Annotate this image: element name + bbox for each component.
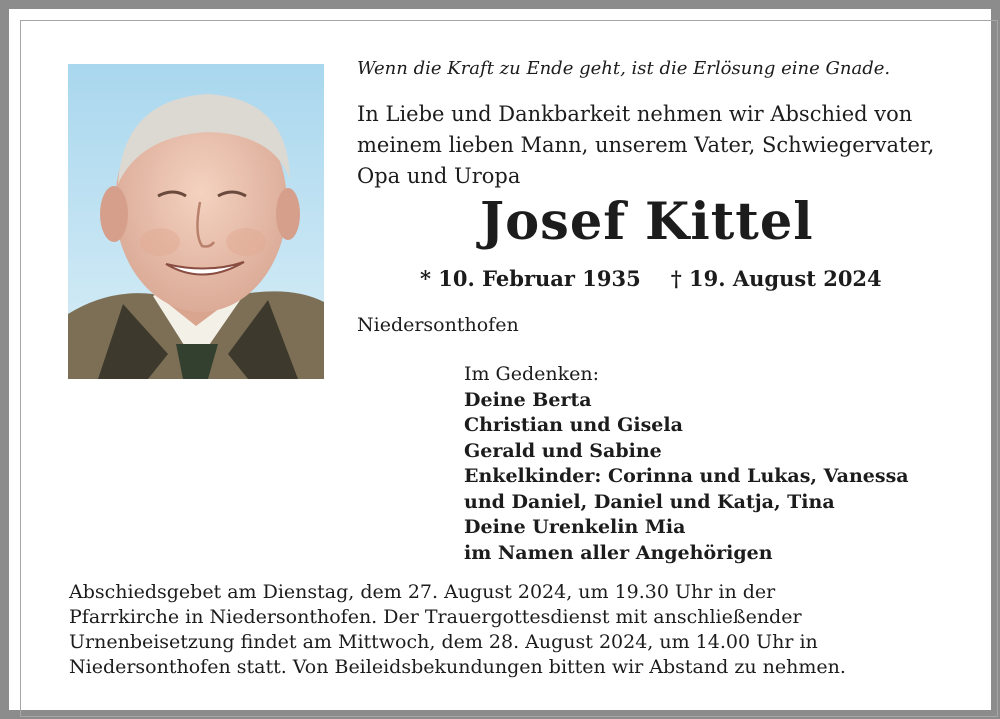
mourners-heading: Im Gedenken:	[464, 363, 600, 385]
place-name: Niedersonthofen	[357, 314, 519, 336]
death-date: † 19. August 2024	[670, 266, 882, 291]
service-details	[69, 580, 846, 680]
mourner-line: Christian und Gisela	[464, 414, 683, 436]
service-line: Urnenbeisetzung findet am Mittwoch, dem 28. August 2024, um 14.00 Uhr in	[69, 631, 818, 653]
intro-line: In Liebe und Dankbarkeit nehmen wir Abschied von	[357, 102, 913, 126]
service-line: Pfarrkirche in Niedersonthofen. Der Trauergottesdienst mit anschließender	[69, 606, 802, 628]
birth-date: * 10. Februar 1935	[420, 266, 641, 291]
mourner-line: Gerald und Sabine	[464, 439, 662, 462]
life-dates	[420, 266, 882, 291]
mourner-line: im Namen aller Angehörigen	[464, 541, 773, 564]
deceased-name: Josef Kittel	[480, 192, 814, 252]
intro-text	[357, 99, 934, 192]
mourner-line: Enkelkinder: Corinna und Lukas, Vanessa	[464, 465, 909, 487]
mourner-line: und Daniel, Daniel und Katja, Tina	[464, 490, 835, 513]
mourners-block	[464, 362, 909, 566]
portrait-photo	[68, 64, 324, 379]
intro-line: meinem lieben Mann, unserem Vater, Schwiegervater,	[357, 133, 935, 157]
service-line: Abschiedsgebet am Dienstag, dem 27. August 2024, um 19.30 Uhr in der	[69, 581, 776, 603]
motto-quote: Wenn die Kraft zu Ende geht, ist die Erlösung eine Gnade.	[357, 58, 891, 79]
intro-line: Opa und Uropa	[357, 164, 521, 188]
mourner-line: Deine Urenkelin Mia	[464, 516, 686, 538]
mourner-line: Deine Berta	[464, 388, 592, 411]
service-line: Niedersonthofen statt. Von Beileidsbekundungen bitten wir Abstand zu nehmen.	[69, 656, 846, 678]
